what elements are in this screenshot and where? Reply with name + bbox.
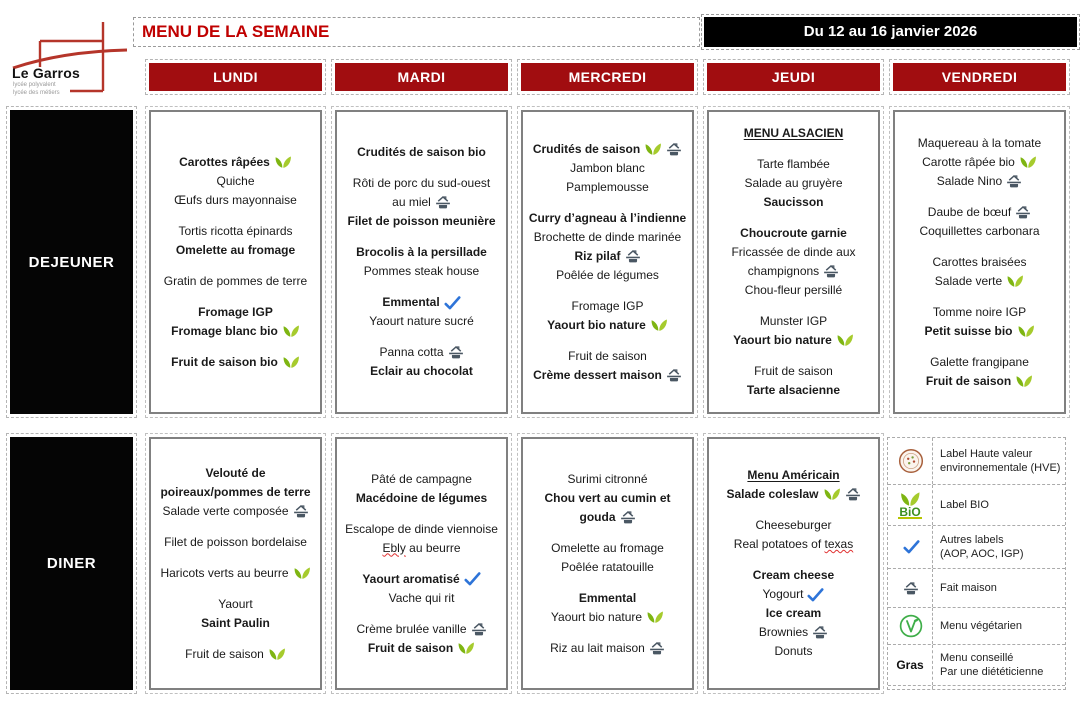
bio-leaf-icon bbox=[650, 319, 668, 332]
menu-item: Daube de bœuf bbox=[928, 203, 1031, 222]
label-check-icon bbox=[464, 572, 481, 586]
menu-item: Carottes râpées bbox=[179, 153, 292, 172]
menu-item: Crudités de saison bio bbox=[357, 145, 486, 159]
label-check-icon bbox=[444, 296, 461, 310]
legend-text: Autres labels (AOP, AOC, IGP) bbox=[940, 534, 1024, 560]
menu-item: Salade coleslaw bbox=[726, 485, 860, 504]
menu-item: Curry d’agneau à l’indienne bbox=[528, 210, 687, 225]
fait-maison-icon bbox=[620, 510, 636, 525]
fait-maison-icon bbox=[448, 345, 464, 360]
menu-item: Velouté de bbox=[205, 465, 266, 480]
fait-maison-icon bbox=[471, 622, 487, 637]
menu-item: Tarte alsacienne bbox=[746, 383, 841, 397]
menu-item: Yaourt bio nature bbox=[551, 608, 664, 627]
menu-item: Ebly au beurre bbox=[382, 540, 461, 555]
legend-text: Label Haute valeur environnementale (HVE) bbox=[940, 448, 1061, 474]
menu-item: Crème dessert maison bbox=[533, 366, 682, 385]
menu-item: Ice cream bbox=[765, 606, 822, 620]
menu-item: Carotte râpée bio bbox=[922, 153, 1037, 172]
menu-item: Pamplemousse bbox=[566, 179, 649, 194]
fait-maison-icon bbox=[666, 368, 682, 383]
menu-item: Brochette de dinde marinée bbox=[533, 229, 682, 244]
logo-subtitle: lycée polyvalent bbox=[13, 82, 56, 88]
menu-item: Carottes braisées bbox=[932, 254, 1027, 269]
menu-item: Coquillettes carbonara bbox=[919, 223, 1040, 238]
menu-item: Brownies bbox=[759, 623, 828, 642]
menu-item: Fromage IGP bbox=[571, 298, 644, 313]
day-header-mercredi: MERCREDI bbox=[521, 63, 694, 91]
legend-text: Menu végétarien bbox=[940, 620, 1022, 632]
fait-maison-icon bbox=[812, 625, 828, 640]
day-header-vendredi: VENDREDI bbox=[893, 63, 1066, 91]
legend-icon-cell bbox=[888, 686, 933, 689]
logo-name: Le Garros bbox=[12, 65, 80, 81]
fait-maison-icon bbox=[1006, 174, 1022, 189]
menu-item: Crudités de saison bbox=[533, 140, 682, 159]
fait-maison-icon bbox=[1015, 205, 1031, 220]
menu-item: Riz pilaf bbox=[574, 247, 640, 266]
menu-item: Brocolis à la persillade bbox=[356, 245, 487, 259]
legend-row bbox=[888, 608, 1065, 645]
menu-item: Chou vert au cumin et bbox=[544, 490, 671, 505]
bio-leaf-icon bbox=[1006, 275, 1024, 288]
fait-maison-icon bbox=[625, 249, 641, 264]
menu-item: Menu Américain bbox=[747, 468, 840, 482]
menu-item: Omelette au fromage bbox=[551, 540, 664, 555]
menu-item: Saint Paulin bbox=[201, 615, 270, 630]
menu-item: Salade verte bbox=[935, 272, 1024, 291]
fait-maison-icon bbox=[823, 264, 839, 279]
day-header-lundi: LUNDI bbox=[149, 63, 322, 91]
menu-item: Cream cheese bbox=[752, 568, 835, 582]
menu-cell-mercredi-diner bbox=[521, 437, 694, 690]
day-header-mardi: MARDI bbox=[335, 63, 508, 91]
fait-maison-icon bbox=[293, 504, 309, 519]
menu-item: Fruit de saison bbox=[568, 348, 647, 363]
fait-maison-icon bbox=[666, 142, 682, 157]
menu-item: Munster IGP bbox=[759, 314, 828, 328]
menu-item: Eclair au chocolat bbox=[370, 364, 473, 378]
menu-item: poireaux/pommes de terre bbox=[160, 484, 311, 499]
day-header-jeudi: JEUDI bbox=[707, 63, 880, 91]
menu-item: Tarte flambée bbox=[757, 157, 830, 171]
legend-text: Label BIO bbox=[940, 499, 989, 511]
date-range-banner: Du 12 au 16 janvier 2026 bbox=[704, 17, 1077, 47]
menu-item: gouda bbox=[580, 508, 636, 527]
logo-subtitle: lycée des métiers bbox=[13, 90, 60, 96]
menu-cell-jeudi-diner bbox=[707, 437, 880, 690]
fait-maison-icon bbox=[649, 641, 665, 656]
menu-item: Panna cotta bbox=[379, 343, 463, 362]
legend-text: Fait maison bbox=[940, 582, 997, 594]
menu-item: Salade Nino bbox=[937, 172, 1022, 191]
label-check-icon bbox=[903, 540, 920, 554]
bio-leaf-icon bbox=[293, 567, 311, 580]
menu-item: Cheeseburger bbox=[755, 518, 832, 532]
menu-item: Filet de poisson meunière bbox=[347, 214, 496, 228]
bio-leaf-icon bbox=[644, 143, 662, 156]
menu-cell-vendredi-dejeuner bbox=[893, 110, 1066, 414]
menu-item: Gratin de pommes de terre bbox=[163, 273, 308, 288]
hve-label-icon bbox=[898, 448, 924, 474]
menu-item: champignons bbox=[748, 262, 839, 281]
menu-item: Poêlée de légumes bbox=[556, 267, 659, 282]
bio-leaf-icon bbox=[823, 488, 841, 501]
legend-text: Menu conseillé Par une diététicienne bbox=[940, 652, 1044, 678]
legend-row bbox=[888, 569, 1065, 608]
bio-leaf-icon bbox=[282, 325, 300, 338]
menu-item: Fruit de saison bbox=[185, 645, 286, 664]
menu-item: Salade au gruyère bbox=[744, 176, 843, 190]
menu-item: Chou-fleur persillé bbox=[744, 283, 843, 297]
menu-item: Fromage blanc bio bbox=[171, 322, 300, 341]
fait-maison-icon bbox=[845, 487, 861, 502]
legend-text bbox=[933, 686, 1065, 689]
menu-cell-mercredi-dejeuner bbox=[521, 110, 694, 414]
le-garros-logo bbox=[8, 10, 128, 106]
menu-item: Fruit de saison bbox=[754, 364, 833, 378]
vegetarian-icon bbox=[899, 614, 923, 638]
bio-leaf-icon bbox=[1019, 156, 1037, 169]
legend-row bbox=[888, 485, 1065, 526]
legend-icon-cell bbox=[888, 526, 933, 568]
menu-item: Pâté de campagne bbox=[371, 471, 472, 486]
menu-item: Fromage IGP bbox=[198, 304, 273, 319]
bio-leaf-icon bbox=[282, 356, 300, 369]
legend-icon-cell bbox=[888, 569, 933, 607]
menu-cell-mardi-dejeuner bbox=[335, 110, 508, 414]
menu-item: Surimi citronné bbox=[567, 471, 648, 486]
legend-icon-cell bbox=[888, 485, 933, 525]
legend-icon-cell bbox=[888, 438, 933, 484]
menu-item: Omelette au fromage bbox=[175, 242, 296, 257]
menu-item: Pommes steak house bbox=[363, 264, 480, 278]
menu-item: Vache qui rit bbox=[388, 590, 455, 605]
page-title: MENU DE LA SEMAINE bbox=[133, 17, 700, 47]
menu-cell-jeudi-dejeuner bbox=[707, 110, 880, 414]
bio-leaf-icon bbox=[457, 642, 475, 655]
menu-item: Fricassée de dinde aux bbox=[731, 245, 856, 259]
menu-item: Maquereau à la tomate bbox=[917, 135, 1042, 150]
menu-item: Choucroute garnie bbox=[740, 226, 847, 240]
menu-cell-mardi-diner bbox=[335, 437, 508, 690]
bio-leaf-icon bbox=[1015, 375, 1033, 388]
menu-item: Yaourt nature sucré bbox=[369, 314, 474, 328]
menu-item: MENU ALSACIEN bbox=[743, 126, 844, 140]
menu-item: Filet de poisson bordelaise bbox=[164, 534, 307, 549]
menu-item: Galette frangipane bbox=[930, 354, 1029, 369]
menu-item: Fruit de saison bio bbox=[171, 353, 300, 372]
bio-leaf-icon bbox=[836, 334, 854, 347]
menu-item: Œufs durs mayonnaise bbox=[174, 192, 297, 207]
bio-leaf-icon bbox=[1017, 325, 1035, 338]
fait-maison-icon bbox=[903, 581, 919, 596]
menu-item: Poêlée ratatouille bbox=[561, 559, 654, 574]
menu-item: Yaourt aromatisé bbox=[362, 570, 480, 589]
bio-label-icon: BiO bbox=[898, 492, 922, 519]
menu-item: Crème brulée vanille bbox=[356, 620, 486, 639]
legend-icon-cell: Gras bbox=[888, 645, 933, 685]
fait-maison-icon bbox=[435, 195, 451, 210]
icons-legend bbox=[887, 437, 1066, 690]
legend-row bbox=[888, 645, 1065, 686]
menu-item: Yaourt bio nature bbox=[733, 331, 854, 350]
menu-item: Yogourt bbox=[763, 585, 825, 604]
menu-cell-lundi-dejeuner bbox=[149, 110, 322, 414]
menu-item: Jambon blanc bbox=[570, 160, 645, 175]
menu-item: Tomme noire IGP bbox=[932, 304, 1027, 319]
menu-item: Emmental bbox=[382, 293, 460, 312]
menu-item: Emmental bbox=[578, 590, 637, 605]
meal-label-diner: DINER bbox=[10, 437, 133, 690]
bio-leaf-icon bbox=[268, 648, 286, 661]
menu-item: Real potatoes of texas bbox=[733, 537, 854, 551]
menu-item: Tortis ricotta épinards bbox=[178, 223, 293, 238]
bio-leaf-icon bbox=[646, 611, 664, 624]
label-check-icon bbox=[807, 588, 824, 602]
menu-item: Macédoine de légumes bbox=[355, 490, 488, 505]
menu-cell-lundi-diner bbox=[149, 437, 322, 690]
menu-item: Petit suisse bio bbox=[924, 322, 1034, 341]
menu-item: Saucisson bbox=[763, 195, 824, 209]
menu-item: Fruit de saison bbox=[926, 372, 1033, 391]
menu-item: Fruit de saison bbox=[368, 639, 475, 658]
menu-item: Rôti de porc du sud-ouest bbox=[352, 176, 491, 190]
menu-item: Yaourt bbox=[218, 596, 253, 611]
menu-item: Donuts bbox=[774, 644, 813, 658]
menu-item: Haricots verts au beurre bbox=[160, 564, 310, 583]
menu-item: Quiche bbox=[216, 173, 255, 188]
menu-item: Escalope de dinde viennoise bbox=[345, 521, 498, 536]
meal-label-dejeuner: DEJEUNER bbox=[10, 110, 133, 414]
menu-item: Riz au lait maison bbox=[550, 639, 665, 658]
legend-icon-cell bbox=[888, 608, 933, 644]
menu-item: Yaourt bio nature bbox=[547, 316, 668, 335]
legend-row bbox=[888, 438, 1065, 485]
menu-item: Salade verte composée bbox=[162, 502, 308, 521]
menu-item: au miel bbox=[392, 193, 451, 212]
bio-leaf-icon bbox=[274, 156, 292, 169]
legend-row bbox=[888, 526, 1065, 569]
